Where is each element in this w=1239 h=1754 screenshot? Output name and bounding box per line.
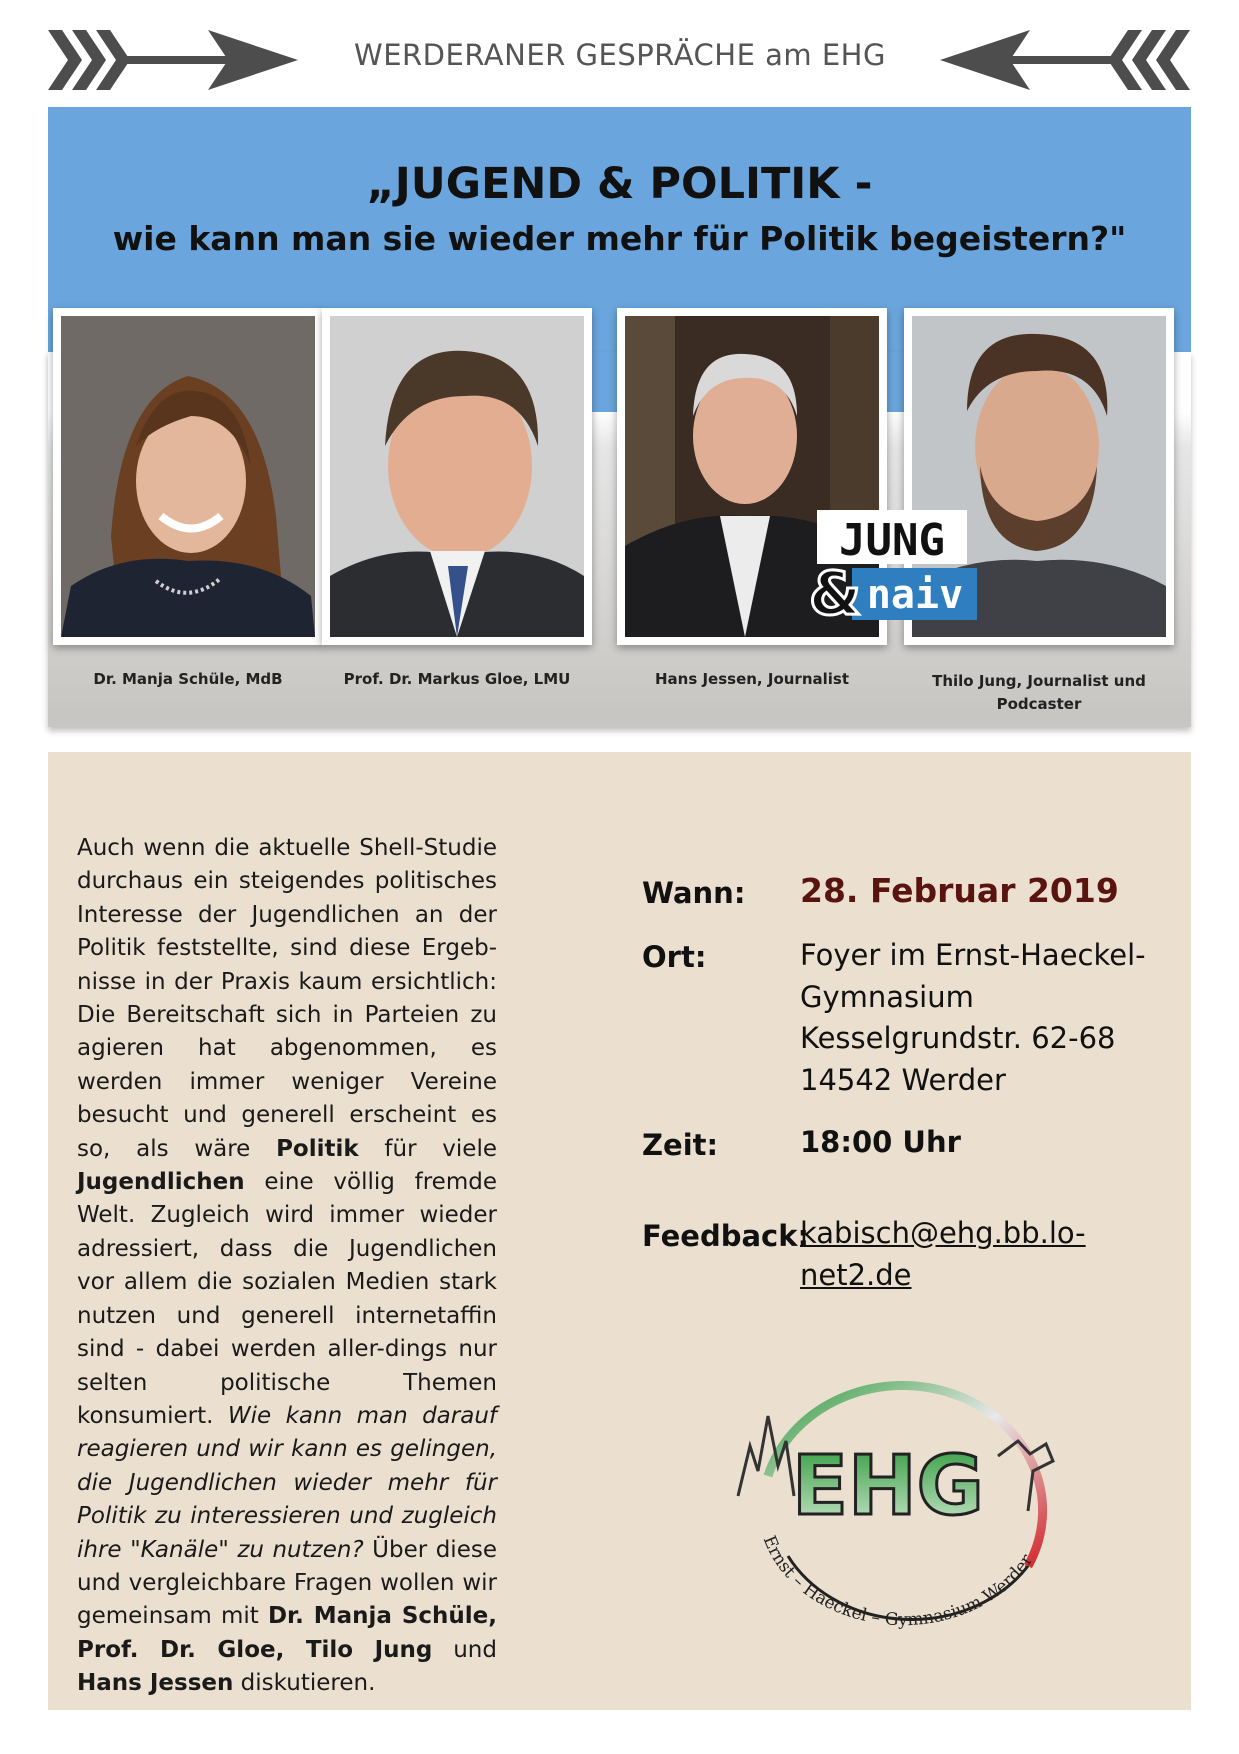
speaker-name-4-line1: Thilo Jung, Journalist und [932,672,1146,690]
event-time: 18:00 Uhr [800,1125,961,1159]
speaker-photo [330,316,584,637]
body-bold: Dr. Manja Schüle, Prof. Dr. Gloe, Tilo Jung [77,1603,497,1663]
location-line: 14542 Werder [800,1062,1006,1097]
ehg-logo-icon [728,1336,1068,1636]
speaker-photo-frame [322,308,592,645]
body-part: eine völlig fremde Welt. Zugleich wird immer wieder adressiert, dass die Jugendlichen vor allem die sozialen Medien stark nutzen und generell internetaffin sind - dabei werden aller-dings nur selten politische Themen konsumiert. [77,1169,497,1429]
location-line: Foyer im Ernst-Haeckel- [800,938,1146,972]
speaker-name-4 [904,670,1174,716]
body-bold: Hans Jessen [77,1670,234,1697]
feedback-email-link[interactable] [800,1213,1086,1296]
speaker-photo [61,316,315,637]
wann-label: Wann: [642,876,746,910]
header-title: WERDERANER GESPRÄCHE am EHG [354,38,886,72]
body-text [77,832,497,1701]
speaker-name-2: Prof. Dr. Markus Gloe, LMU [343,670,571,688]
body-part: diskutieren. [233,1670,376,1697]
speaker-name-4-line2: Podcaster [996,695,1082,713]
email-line[interactable]: net2.de [800,1257,912,1292]
banner-subtitle: wie kann man sie wieder mehr für Politik begeistern?" [112,219,1127,258]
ort-label: Ort: [642,940,707,974]
email-line[interactable]: kabisch@ehg.bb.lo- [800,1216,1086,1250]
badge-word2: naiv [866,572,964,618]
body-part: Über diese und vergleichbare Fragen wollen wir gemeinsam mit [77,1536,497,1630]
body-italic: Wie kann man darauf reagieren und wir kann es gelingen, die Jugendlichen wieder mehr für Politik zu interessieren und zugleich ihre "Kanäle" zu nutzen? [77,1402,498,1563]
speaker-name-1: Dr. Manja Schüle, MdB [93,670,283,688]
left-arrow-icon [48,28,298,92]
feedback-label: Feedback: [642,1219,810,1253]
logo-ring-text: Ernst – Haeckel – Gymnasium Werder [758,1532,1038,1631]
location-line: Kesselgrundstr. 62-68 [800,1021,1116,1055]
badge-word1: JUNG [839,515,945,566]
speaker-name-3: Hans Jessen, Journalist [654,670,850,688]
body-bold: Jugendlichen [77,1169,245,1196]
badge-amp: & [808,559,862,625]
speaker-photo-frame [53,308,323,645]
jung-naiv-badge-icon [797,510,982,625]
body-part: und [432,1636,497,1663]
logo-letters: EHG [792,1439,984,1534]
event-date: 28. Februar 2019 [800,871,1119,910]
body-part: für viele [358,1135,497,1162]
zeit-label: Zeit: [642,1128,719,1162]
body-part: Auch wenn die aktuelle Shell-Studie durchaus ein steigendes politisches Interesse der Jugendlichen an der Politik feststellte, sind diese Ergeb-nisse in der Praxis kaum ersichtlich: Die Bereitschaft sich in Parteien zu agieren hat abgenommen, es werden immer weniger Vereine besucht und generell erscheint es so, als wäre [77,835,497,1162]
event-location [800,935,1146,1101]
right-arrow-icon [940,28,1190,92]
banner-title: „JUGEND & POLITIK - [366,159,873,209]
body-bold: Politik [276,1135,359,1162]
location-line: Gymnasium [800,979,974,1014]
